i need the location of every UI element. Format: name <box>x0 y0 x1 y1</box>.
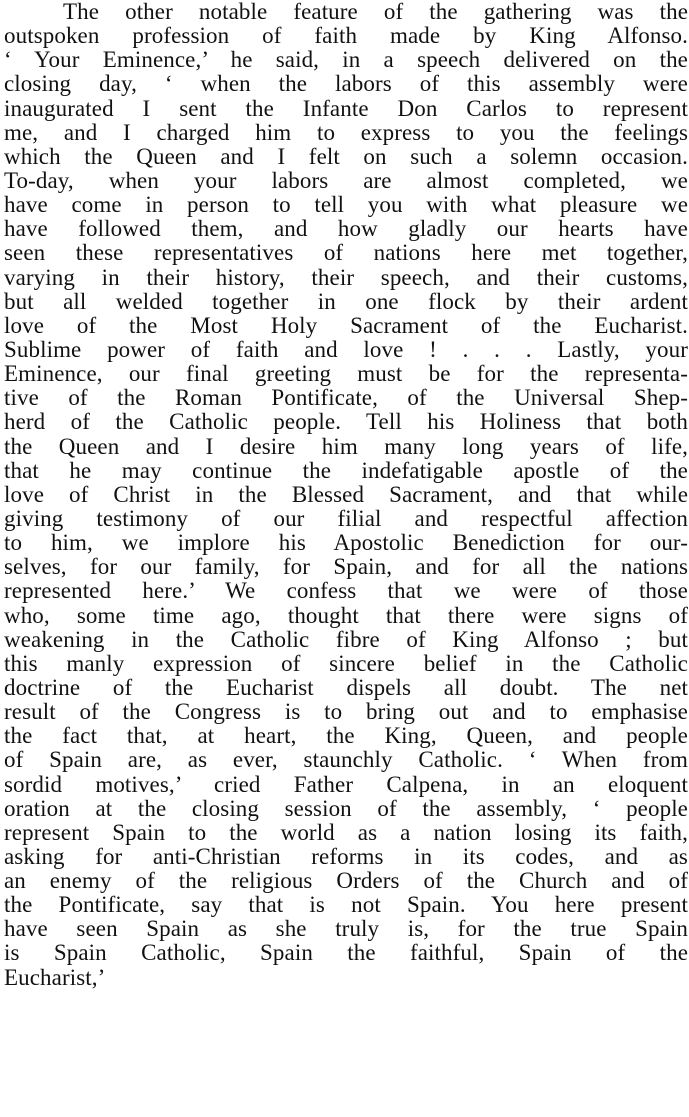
text-line: love of Christ in the Blessed Sacrament, and that while <box>4 481 688 507</box>
text-line: weakening in the Catholic fibre of King Alfonso ; but <box>4 626 688 652</box>
text-line: giving testimony of our filial and respectful affection <box>4 505 688 531</box>
text-line: The other notable feature of the gathering was the <box>63 0 688 24</box>
text-line: have followed them, and how gladly our hearts have <box>4 216 688 242</box>
text-line: result of the Congress is to bring out and to emphasise <box>4 699 688 725</box>
text-line: who, some time ago, thought that there were signs of <box>4 602 688 628</box>
text-line: Eucharist,’ <box>4 964 106 990</box>
text-line: sordid motives,’ cried Father Calpena, in an eloquent <box>4 771 688 797</box>
text-line: but all welded together in one flock by their ardent <box>4 288 688 314</box>
text-line: the fact that, at heart, the King, Queen, and people <box>4 723 688 749</box>
text-line: inaugurated I sent the Infante Don Carlos to represent <box>4 95 688 121</box>
text-line: of Spain are, as ever, staunchly Catholic. ‘ When from <box>4 747 688 773</box>
text-line: asking for anti-Christian reforms in its codes, and as <box>4 843 688 869</box>
text-line: varying in their history, their speech, and their customs, <box>4 264 688 290</box>
text-line: represent Spain to the world as a nation losing its faith, <box>4 819 688 845</box>
text-line: selves, for our family, for Spain, and for all the nations <box>4 554 688 580</box>
text-line: the Pontificate, say that is not Spain. You here present <box>4 892 688 918</box>
text-line: closing day, ‘ when the labors of this assembly were <box>4 71 688 97</box>
text-line: have seen Spain as she truly is, for the true Spain <box>4 916 688 942</box>
text-line: have come in person to tell you with what pleasure we <box>4 192 688 218</box>
text-line: to him, we implore his Apostolic Benediction for our- <box>4 530 688 556</box>
text-line: To-day, when your labors are almost completed, we <box>4 167 688 193</box>
text-line: seen these representatives of nations here met together, <box>4 240 688 266</box>
text-line: represented here.’ We confess that we were of those <box>4 578 688 604</box>
text-line: the Queen and I desire him many long years of life, <box>4 433 688 459</box>
text-line: that he may continue the indefatigable apostle of the <box>4 457 688 483</box>
text-line: Sublime power of faith and love ! . . . Lastly, your <box>4 336 688 362</box>
text-line: love of the Most Holy Sacrament of the Eucharist. <box>4 312 688 338</box>
text-line: oration at the closing session of the assembly, ‘ people <box>4 795 688 821</box>
text-line: doctrine of the Eucharist dispels all doubt. The net <box>4 674 688 700</box>
text-line: Eminence, our final greeting must be for the representa- <box>4 361 688 387</box>
text-line: an enemy of the religious Orders of the Church and of <box>4 868 688 894</box>
text-line: tive of the Roman Pontificate, of the Universal Shep- <box>4 385 688 411</box>
text-column <box>4 0 688 990</box>
text-line: herd of the Catholic people. Tell his Holiness that both <box>4 409 688 435</box>
text-line: is Spain Catholic, Spain the faithful, Spain of the <box>4 940 688 966</box>
text-line: outspoken profession of faith made by King Alfonso. <box>4 23 688 49</box>
text-line: this manly expression of sincere belief in the Catholic <box>4 650 688 676</box>
text-line: ‘ Your Eminence,’ he said, in a speech delivered on the <box>4 47 688 73</box>
text-line: me, and I charged him to express to you the feelings <box>4 119 688 145</box>
text-line: which the Queen and I felt on such a solemn occasion. <box>4 143 688 169</box>
